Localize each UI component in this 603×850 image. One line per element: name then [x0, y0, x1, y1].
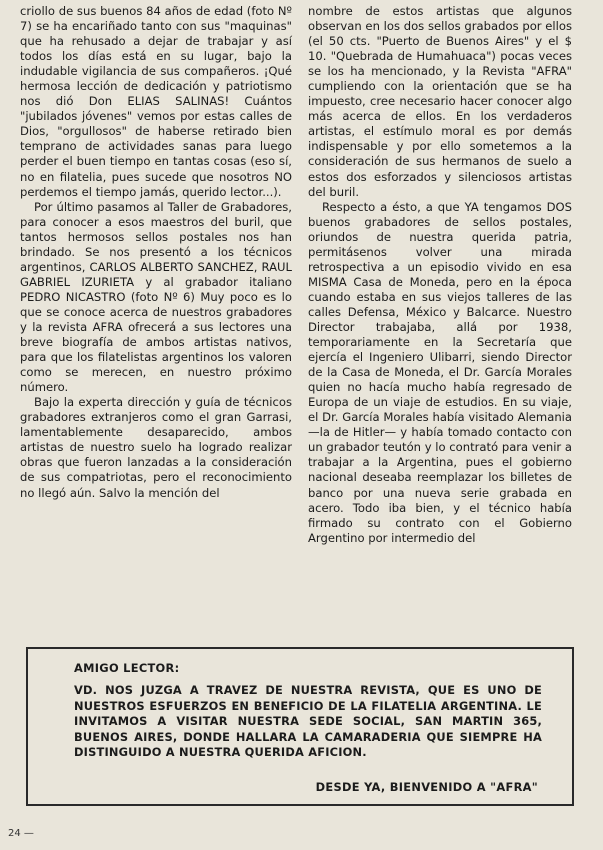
left-paragraph-2: Por último pasamos al Taller de Grabadores, para conocer a esos maestros del buril, que tantos hermosos sellos postales nos han brindado. Se nos presentó a los técnicos argentinos, CARLOS ALBERTO SANCHEZ, RAUL GABRIEL IZURIETA y al grabador italiano PEDRO NICASTRO (foto Nº 6) Muy poco es lo que se conoce acerca de nuestros grabadores y la revista AFRA ofrecerá a sus lectores una breve biografía de ambos artistas nativos, para que los filatelistas argentinos los valoren como se merecen, en nuestro próximo número.	[20, 199, 292, 395]
right-paragraph-1: nombre de estos artistas que algunos observan en los dos sellos grabados por ellos (el 50 cts. "Puerto de Buenos Aires" y el $ 10. "Quebrada de Humahuaca") pocas veces se los ha mencionado, y la Revista "AFRA" cumpliendo con la orientación que se ha impuesto, cree necesario hacer conocer algo más acerca de ellos. En los verdaderos artistas, el estímulo moral es por demás indispensable y por ello sometemos a la consideración de sus hermanos de suelo a estos dos esforzados y silenciosos artistas del buril.	[308, 4, 572, 199]
left-paragraph-1: criollo de sus buenos 84 años de edad (foto Nº 7) se ha encariñado tanto con sus "maquinas" que ha rehusado a dejar de trabajar y así todos los días está en su lugar, bajo la indudable vigilancia de sus compañeros. ¡Qué hermosa lección de dedicación y patriotismo nos dió Don ELIAS SALINAS! Cuántos "jubilados jóvenes" vemos por estas calles de Dios, "orgullosos" de haberse retirado bien temprano de actividades sanas para luego perder el buen tiempo en tantas cosas (eso sí, no en filatelia, pues sucede que nosotros NO perdemos el tiempo jamás, querido lector...).	[20, 4, 292, 199]
left-column	[20, 4, 292, 501]
notice-heading: AMIGO LECTOR:	[74, 661, 180, 675]
page-number: 24 —	[8, 828, 34, 839]
notice-signoff: DESDE YA, BIENVENIDO A "AFRA"	[315, 780, 538, 794]
right-paragraph-2: Respecto a ésto, a que YA tengamos DOS buenos grabadores de sellos postales, oriundos de nuestra querida patria, permitásenos volver una mirada retrospectiva a un episodio vivido en esa MISMA Casa de Moneda, pero en la época cuando estaba en sus viejos talleres de las calles Defensa, México y Balcarce. Nuestro Director trabajaba, allá por 1938, temporariamente en la Secretaría que ejercía el Ingeniero Ulibarri, siendo Director de la Casa de Moneda, el Dr. García Morales quien no hacía mucho había regresado de Europa de un viaje de estudios. En su viaje, el Dr. García Morales había visitado Alemania —la de Hitler— y había tomado contacto con un grabador teutón y lo contrató para venir a trabajar a la Argentina, pues el gobierno nacional deseaba reemplazar los billetes de banco por una nueva serie grabada en acero. Todo iba bien, y el técnico había firmado su contrato con el Gobierno Argentino por intermedio del	[308, 199, 572, 545]
notice-body: VD. NOS JUZGA A TRAVEZ DE NUESTRA REVISTA, QUE ES UNO DE NUESTROS ESFUERZOS EN BENEFICIO DE LA FILATELIA ARGENTINA. LE INVITAMOS A VISITAR NUESTRA SEDE SOCIAL, SAN MARTIN 365, BUENOS AIRES, DONDE HALLARA LA CAMARADERIA QUE SIEMPRE HA DISTINGUIDO A NUESTRA QUERIDA AFICION.	[74, 683, 542, 759]
reader-notice-box	[26, 647, 574, 806]
right-column	[308, 4, 572, 546]
left-paragraph-3: Bajo la experta dirección y guía de técnicos grabadores extranjeros como el gran Garrasi, lamentablemente desaparecido, ambos artistas de nuestro suelo ha logrado realizar obras que fueron lanzadas a la consideración de sus compatriotas, pero el reconocimiento no llegó aún. Salvo la mención del	[20, 395, 292, 500]
